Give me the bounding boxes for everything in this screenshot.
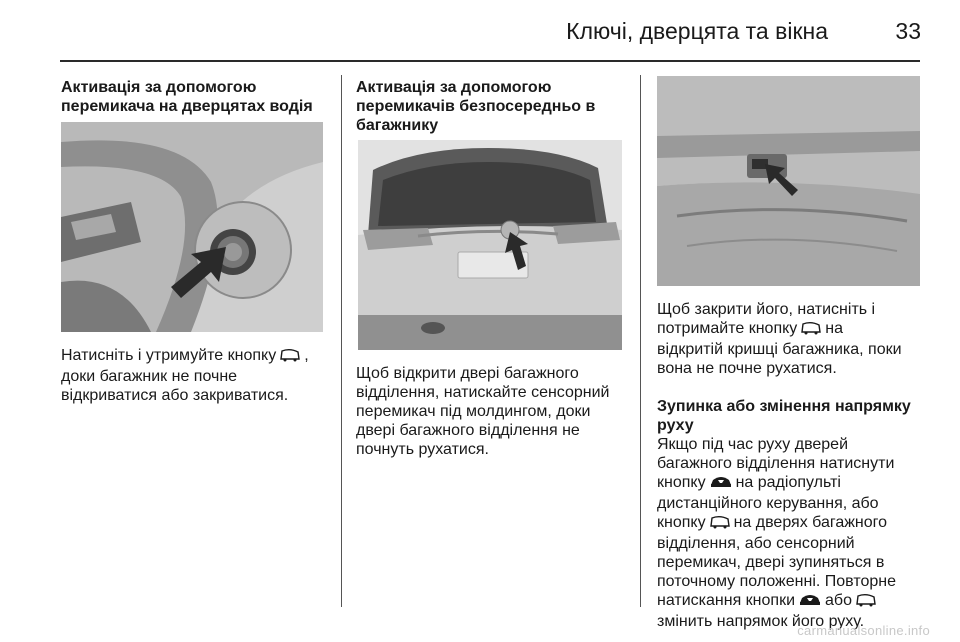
driver-door-switch-photo [61,122,323,332]
text-line: Щоб відкрити двері багажного [356,365,579,382]
text-line: дистанційного керування, або [657,495,879,512]
text-line [657,319,919,340]
text-segment: на дверях багажного [733,514,888,531]
col1-heading [61,78,331,116]
col1-text [61,346,336,405]
heading-line: багажнику [356,117,439,134]
col2-heading [356,78,632,135]
text-segment: на радіопульті [735,474,841,491]
text-line: Щоб закрити його, натисніть і [657,301,876,318]
car-remote-icon [709,475,733,494]
text-line: доки багажник не почне [61,368,238,385]
page-title: Ключі, дверцята та вікна [566,18,828,44]
text-line: відкритій кришці багажника, поки [657,341,902,358]
text-line [657,591,919,612]
text-line: відкриватися або закриватися. [61,387,289,404]
heading-line: Зупинка або змінення напрямку [657,398,911,415]
text-line: багажного відділення натиснути [657,455,895,472]
heading-line: перемикачів безпосередньо в [356,98,596,115]
text-segment: потримайте кнопку [657,320,798,337]
col3-text [657,300,919,631]
text-line [657,513,919,534]
text-segment: кнопку [657,474,706,491]
tailgate-icon [709,515,731,534]
text-segment: , [304,347,309,364]
rear-car-photo [358,140,622,350]
text-line: двері багажного відділення не [356,422,580,439]
tailgate-icon [855,593,877,612]
text-segment: натискання кнопки [657,592,796,609]
text-segment: кнопку [657,514,706,531]
text-segment: на [825,320,844,337]
text-line: перемикач, двері зупиняться в [657,554,885,571]
heading-line: руху [657,417,694,434]
tailgate-icon [800,321,822,340]
text-line: Якщо під час руху дверей [657,436,849,453]
text-line [61,346,336,367]
tailgate-icon [279,348,301,367]
col2-text [356,364,636,459]
watermark: carmanualsonline.info [797,623,930,638]
text-line: відділення, натискайте сенсорний [356,384,610,401]
text-segment: Натисніть і утримуйте кнопку [61,347,277,364]
text-line: вона не почне рухатися. [657,360,837,377]
heading-line: Активація за допомогою [356,79,552,96]
page-number: 33 [895,18,921,44]
text-line: змінить напрямок його руху. [657,613,865,630]
car-remote-icon [798,593,822,612]
header-divider [60,60,920,62]
column-divider-1 [341,75,342,607]
text-line: відділення, або сенсорний [657,535,855,552]
heading-line: Активація за допомогою [61,79,257,96]
column-divider-2 [640,75,641,607]
heading-line: перемикача на дверцятах водія [61,98,313,115]
tailgate-button-photo [657,76,920,286]
text-segment: або [825,592,852,609]
text-line: почнуть рухатися. [356,441,489,458]
text-line: перемикач під молдингом, доки [356,403,591,420]
text-line: поточному положенні. Повторне [657,573,896,590]
text-line [657,473,919,494]
